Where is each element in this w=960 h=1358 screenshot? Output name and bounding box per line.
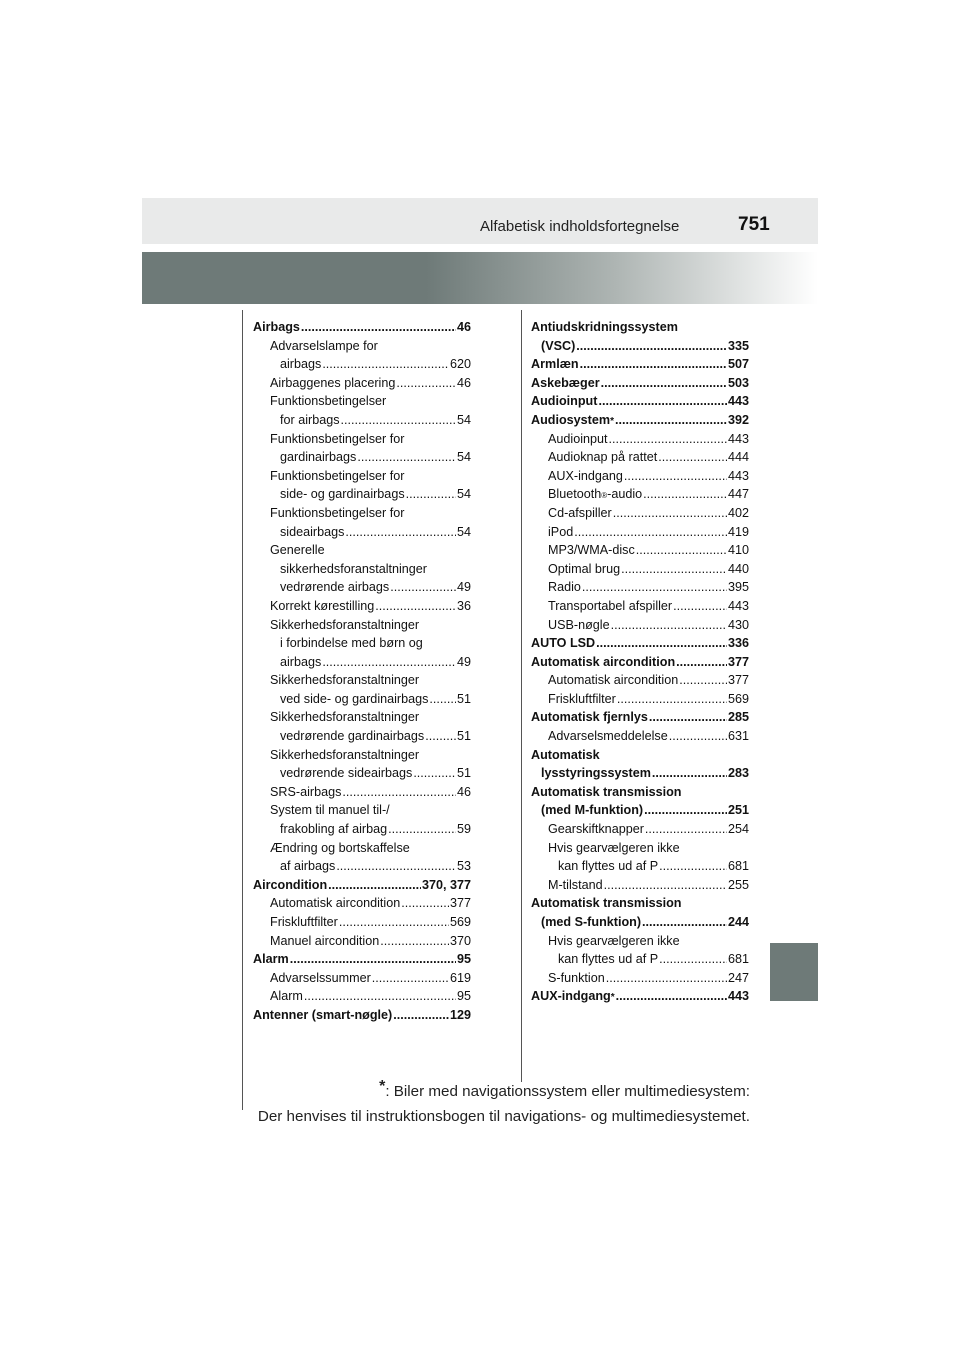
leader-dots [388,820,456,839]
entry-text: Alarm [270,989,303,1004]
page-ref: 255 [727,877,749,892]
page-ref: 53 [456,859,471,874]
index-subentry [253,616,471,672]
leader-dots [652,764,727,783]
entry-text: Automatisk fjernlys [531,710,648,725]
page-ref: 49 [456,654,471,669]
index-subentry [253,467,471,504]
page-ref: 335 [727,338,749,353]
entry-text: Alarm [253,952,289,967]
leader-dots [676,653,727,672]
leader-dots [301,318,456,337]
index-entry [253,1006,471,1025]
leader-dots [380,932,449,951]
index-subentry [253,430,471,467]
page-ref: 402 [727,505,749,520]
leader-dots [643,485,727,504]
leader-dots [658,448,727,467]
entry-text: Sikkerhedsforanstaltninger [270,747,420,762]
leader-dots [598,392,727,411]
index-subentry [253,894,471,913]
page-ref: 631 [727,729,749,744]
entry-text: System til manuel til-/ [270,803,390,818]
leader-dots [429,690,456,709]
page-ref: 46 [456,375,471,390]
index-entry [531,392,749,411]
page-ref: 59 [456,822,471,837]
leader-dots [375,597,456,616]
leader-dots [659,857,727,876]
index-subentry [531,578,749,597]
entry-text: i forbindelse med børn og [280,636,423,651]
entry-text: Hvis gearvælgeren ikke [548,840,680,855]
entry-text: airbags [280,357,322,372]
index-side-tab [770,943,818,1001]
index-subentry [253,671,471,708]
page-ref: 395 [727,580,749,595]
index-subentry [531,690,749,709]
entry-text: side- og gardinairbags [280,487,405,502]
index-column-right [531,318,749,1006]
entry-text: AUX-indgang [548,468,623,483]
entry-text: AUX-indgang [531,989,611,1004]
page-ref: 46 [456,320,471,334]
entry-text: Cd-afspiller [548,505,612,520]
index-subentry [531,467,749,486]
index-entry: AUX-indgang * ..... 443 [531,987,749,1006]
index-entry [531,374,749,393]
entry-text: Transportabel afspiller [548,598,673,613]
entry-text: kan flyttes ud af P [558,859,659,874]
page-ref: 51 [456,766,471,781]
entry-text: iPod [548,524,574,539]
entry-text: Funktionsbetingelser for [270,468,405,483]
entry-text: Ændring og bortskaffelse [270,840,410,855]
index-subentry [253,374,471,393]
page-ref: 51 [456,729,471,744]
entry-text: Advarselsmeddelelse [548,729,668,744]
page-ref: 36 [456,598,471,613]
entry-text: Advarselssummer [270,970,371,985]
entry-text: Funktionsbetingelser for [270,505,405,520]
index-subentry [253,392,471,429]
page-ref: 46 [456,784,471,799]
index-subentry [253,801,471,838]
page-ref: 377 [449,896,471,911]
index-entry [531,708,749,727]
left-rule [242,310,243,1110]
page-ref: 370 [449,933,471,948]
leader-dots [679,671,727,690]
index-subentry [531,560,749,579]
index-subentry [531,969,749,988]
leader-dots [621,560,727,579]
footnote-line-1 [379,1078,750,1100]
page-ref: 410 [727,543,749,558]
leader-dots [644,801,727,820]
leader-dots [649,708,727,727]
index-subentry [531,504,749,523]
entry-text: (med M-funktion) [541,803,644,818]
leader-dots [322,355,449,374]
entry-text: sikkerhedsforanstaltninger [280,561,428,576]
entry-text: Friskluftfilter [270,915,338,929]
leader-dots [582,578,727,597]
page-ref: 443 [727,431,749,446]
entry-text: Radio [548,580,581,595]
entry-text: Audioinput [548,431,608,446]
index-column-left [253,318,471,1025]
entry-text: kan flyttes ud af P [558,952,659,967]
page-ref: 681 [727,952,749,967]
entry-text: vedrørende airbags [280,580,390,595]
index-subentry [253,913,471,932]
page-ref: 620 [449,357,471,372]
leader-dots [615,411,727,430]
page-ref: 419 [727,524,749,539]
page-ref: 377 [727,654,749,669]
page-ref: 392 [727,412,749,427]
index-subentry [253,783,471,802]
page-ref: 283 [727,766,749,781]
leader-dots [336,857,456,876]
leader-dots [673,597,727,616]
index-entry [531,318,749,355]
page-ref: 129 [449,1007,471,1022]
page-ref: 507 [727,357,749,372]
entry-text: Antenner (smart-nøgle) [253,1007,393,1022]
leader-dots [601,374,727,393]
entry-text: AUTO LSD [531,636,596,651]
page-ref: 569 [727,691,749,706]
index-subentry [253,932,471,951]
entry-text: Automatisk transmission [531,784,682,799]
page-ref: 285 [727,710,749,725]
index-subentry [531,932,749,969]
index-entry [253,950,471,969]
column-divider [521,310,522,1082]
entry-text: Automatisk [531,747,600,762]
entry-text: USB-nøgle [548,617,610,632]
leader-dots [617,690,727,709]
entry-text: Aircondition [253,877,328,892]
index-entry [531,783,749,820]
entry-text: Friskluftfilter [548,691,616,706]
index-subentry [531,430,749,449]
leader-dots [357,448,456,467]
index-subentry [253,708,471,745]
leader-dots [342,783,456,802]
entry-text: Audiosystem [531,412,611,427]
entry-text: Automatisk transmission [531,896,682,911]
entry-text: MP3/WMA-disc [548,543,635,558]
leader-dots [669,727,727,746]
entry-text: Advarselslampe for [270,338,378,353]
page-ref: 244 [727,915,749,929]
index-subentry [253,504,471,541]
footnote-text-1: : Biler med navigationssystem eller multimediesystem: [385,1083,750,1100]
leader-dots [596,634,727,653]
leader-dots [390,578,456,597]
entry-text: Hvis gearvælgeren ikke [548,933,680,948]
page-ref: 430 [727,617,749,632]
index-subentry [253,969,471,988]
leader-dots [372,969,449,988]
index-subentry [531,541,749,560]
page-ref: 440 [727,561,749,576]
entry-text: Bluetooth [548,487,602,502]
entry-text: airbags [280,654,322,669]
leader-dots [393,1006,449,1025]
entry-text: Sikkerhedsforanstaltninger [270,617,420,632]
entry-text: gardinairbags [280,450,357,465]
entry-text: sideairbags [280,524,345,539]
entry-text: lysstyringssystem [541,766,651,781]
footnote-line-2: Der henvises til instruktionsbogen til navigations- og multimediesystemet. [257,1108,750,1125]
entry-text: Audioknap på rattet [548,450,658,465]
entry-text-suffix: -audio [607,487,643,502]
page-ref: 569 [449,915,471,929]
index-entry [253,876,471,895]
leader-dots [645,820,727,839]
page-number: 751 [738,214,770,235]
leader-dots [613,504,727,523]
index-subentry [253,839,471,876]
page-ref: 443 [727,394,749,409]
entry-text: Generelle [270,543,325,558]
entry-text: M-tilstand [548,877,603,892]
entry-text: Audioinput [531,394,598,409]
entry-text: Airbags [253,320,300,334]
entry-text: Automatisk aircondition [548,673,679,688]
page-ref: 49 [456,580,471,595]
leader-dots [304,987,456,1006]
footnote-marker: * [379,1078,386,1095]
index-entry [531,746,749,783]
leader-dots [341,411,456,430]
leader-dots [406,485,456,504]
entry-text: frakobling af airbag [280,822,388,837]
leader-dots [574,523,727,542]
entry-text: Korrekt kørestilling [270,598,375,613]
entry-text: Gearskiftknapper [548,822,644,837]
entry-text: Armlæn [531,357,579,372]
index-subentry [531,448,749,467]
index-entry [253,318,471,337]
index-subentry [531,616,749,635]
index-entry [531,894,749,931]
page-ref: 619 [449,970,471,985]
leader-dots [401,894,449,913]
index-subentry [253,987,471,1006]
page-ref: 443 [727,598,749,613]
entry-text: Optimal brug [548,561,621,576]
index-subentry [531,671,749,690]
entry-text: Manuel aircondition [270,933,380,948]
entry-text: vedrørende sideairbags [280,766,413,781]
page-ref: 443 [727,989,749,1004]
page-ref: 247 [727,970,749,985]
page-ref: 336 [727,636,749,651]
entry-text: Funktionsbetingelser [270,394,387,409]
leader-dots [425,727,456,746]
page-ref: 443 [727,468,749,483]
index-entry [531,355,749,374]
leader-dots [606,969,727,988]
page-ref: 54 [456,450,471,465]
index-subentry [531,727,749,746]
page-ref: 444 [727,450,749,465]
leader-dots [322,653,456,672]
entry-text: Funktionsbetingelser for [270,431,405,446]
entry-text: Askebæger [531,375,600,390]
index-subentry [253,541,471,597]
index-subentry: Bluetooth ® -audio ..... 447 [531,485,749,504]
page-ref: 54 [456,487,471,502]
page-ref: 51 [456,691,471,706]
entry-text: for airbags [280,412,340,427]
entry-text: ved side- og gardinairbags [280,691,429,706]
entry-text: Sikkerhedsforanstaltninger [270,710,420,725]
index-subentry [531,597,749,616]
page-ref: 95 [456,952,471,967]
leader-dots [345,523,456,542]
index-subentry [253,337,471,374]
page-ref: 681 [727,859,749,874]
header-title: Alfabetisk indholdsfortegnelse [480,218,680,235]
index-entry: Audiosystem * ..... 392 [531,411,749,430]
entry-text: Automatisk aircondition [270,896,401,911]
page-ref: 370, 377 [421,877,471,892]
page-ref: 254 [727,822,749,837]
leader-dots [339,913,449,932]
index-subentry [531,839,749,876]
leader-dots [636,541,727,560]
entry-text: Airbaggenes placering [270,375,396,390]
entry-text: Antiudskridningssystem [531,320,678,334]
page-ref: 95 [456,989,471,1004]
leader-dots [624,467,727,486]
index-subentry [531,820,749,839]
section-band [142,252,818,304]
entry-text: SRS-airbags [270,784,342,799]
index-subentry [531,876,749,895]
page-ref: 251 [727,803,749,818]
leader-dots [659,950,727,969]
leader-dots [604,876,727,895]
page-ref: 447 [727,487,749,502]
leader-dots [576,337,727,356]
page-ref: 377 [727,673,749,688]
leader-dots [580,355,727,374]
index-entry [531,634,749,653]
leader-dots [616,987,727,1006]
leader-dots [290,950,456,969]
leader-dots [642,913,727,932]
leader-dots [396,374,456,393]
index-subentry [531,523,749,542]
entry-text: (med S-funktion) [541,915,642,929]
entry-text: af airbags [280,859,336,874]
entry-text: (VSC) [541,338,576,353]
page-ref: 54 [456,524,471,539]
entry-text: Sikkerhedsforanstaltninger [270,673,420,688]
index-subentry [253,597,471,616]
index-subentry [253,746,471,783]
leader-dots [328,876,421,895]
entry-text: Automatisk aircondition [531,654,676,669]
leader-dots [413,764,456,783]
index-entry [531,653,749,672]
page-ref: 503 [727,375,749,390]
entry-text: vedrørende gardinairbags [280,729,425,744]
leader-dots [609,430,727,449]
entry-text: S-funktion [548,970,605,985]
leader-dots [611,616,727,635]
page-ref: 54 [456,412,471,427]
